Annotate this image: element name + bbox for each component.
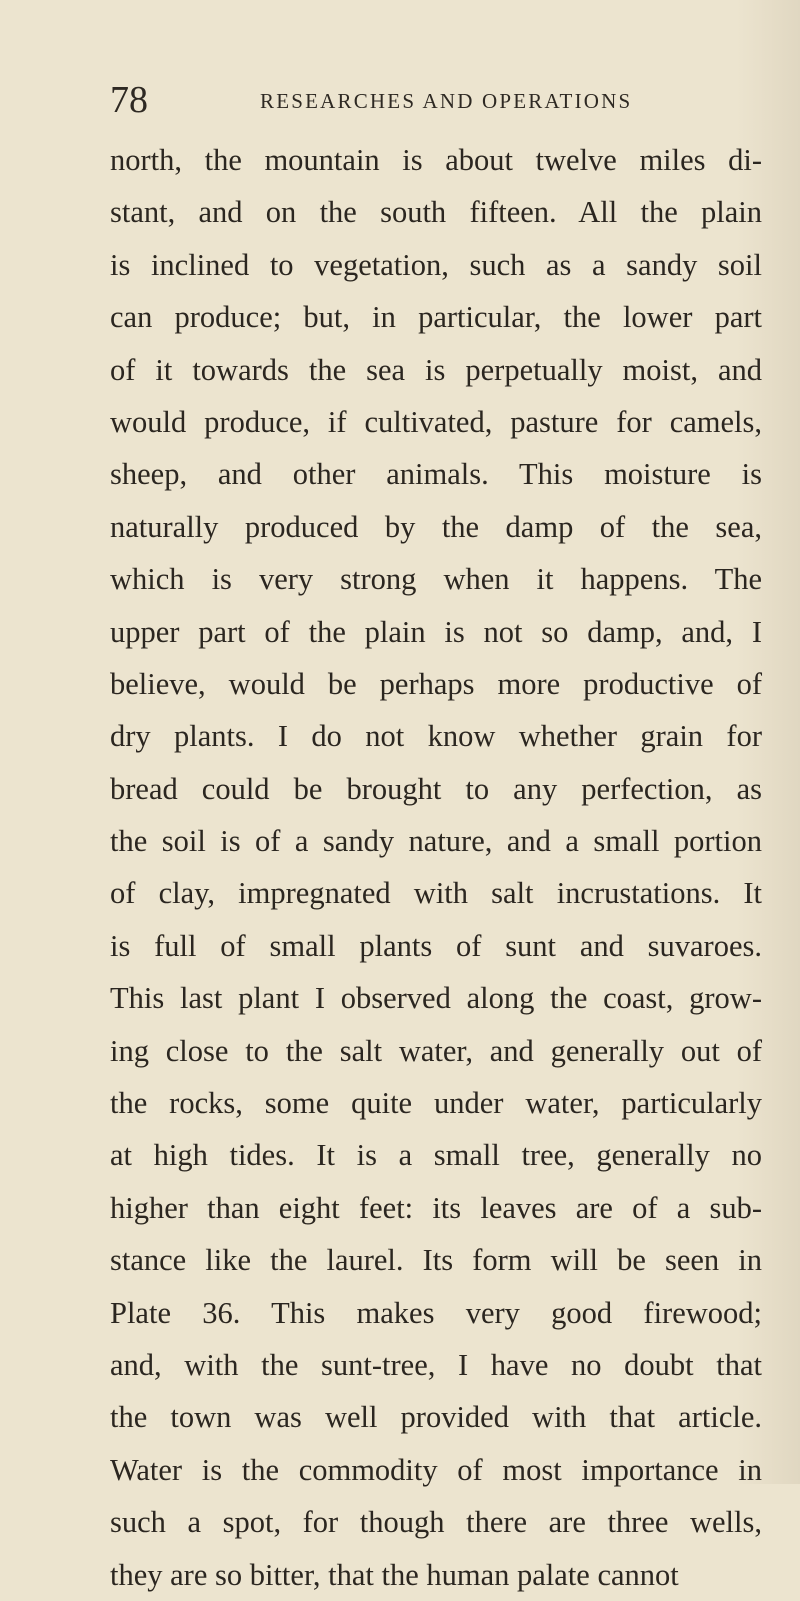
text-line: the soil is of a sandy nature, and a small portion (110, 824, 762, 859)
text-line: and, with the sunt-tree, I have no doubt that (110, 1347, 762, 1382)
text-line: naturally produced by the damp of the sea, (110, 509, 762, 544)
text-line: they are so bitter, that the human palate cannot (110, 1557, 679, 1592)
text-line: is full of small plants of sunt and suvaroes. (110, 928, 762, 963)
text-line: which is very strong when it happens. The (110, 562, 762, 597)
text-line: sheep, and other animals. This moisture is (110, 457, 762, 492)
text-line: upper part of the plain is not so damp, and, I (110, 614, 762, 649)
text-line: would produce, if cultivated, pasture for camels, (110, 404, 762, 439)
text-line: the town was well provided with that article. (110, 1400, 762, 1435)
text-line: such a spot, for though there are three wells, (110, 1505, 762, 1540)
text-line: is inclined to vegetation, such as a sandy soil (110, 247, 762, 282)
text-line: of clay, impregnated with salt incrustations. It (110, 876, 762, 911)
page-header (110, 78, 760, 122)
text-line: believe, would be perhaps more productive of (110, 666, 762, 701)
text-line: the rocks, some quite under water, particularly (110, 1086, 762, 1121)
text-line: Plate 36. This makes very good firewood; (110, 1295, 762, 1330)
text-line: stant, and on the south fifteen. All the plain (110, 195, 762, 230)
body-text (110, 134, 762, 1601)
text-line: of it towards the sea is perpetually moist, and (110, 352, 762, 387)
running-head: RESEARCHES AND OPERATIONS (260, 89, 633, 113)
text-line: ing close to the salt water, and generally out of (110, 1033, 762, 1068)
text-line: dry plants. I do not know whether grain for (110, 719, 762, 754)
page-number: 78 (110, 79, 148, 121)
text-line: stance like the laurel. Its form will be seen in (110, 1243, 762, 1278)
text-line: at high tides. It is a small tree, generally no (110, 1138, 762, 1173)
text-line: can produce; but, in particular, the lower part (110, 300, 762, 335)
text-line: This last plant I observed along the coast, grow- (110, 981, 762, 1016)
text-line: Water is the commodity of most importance in (110, 1452, 762, 1487)
text-line: bread could be brought to any perfection, as (110, 771, 762, 806)
text-line: north, the mountain is about twelve miles di- (110, 143, 762, 177)
text-line: higher than eight feet: its leaves are of a sub- (110, 1190, 762, 1225)
